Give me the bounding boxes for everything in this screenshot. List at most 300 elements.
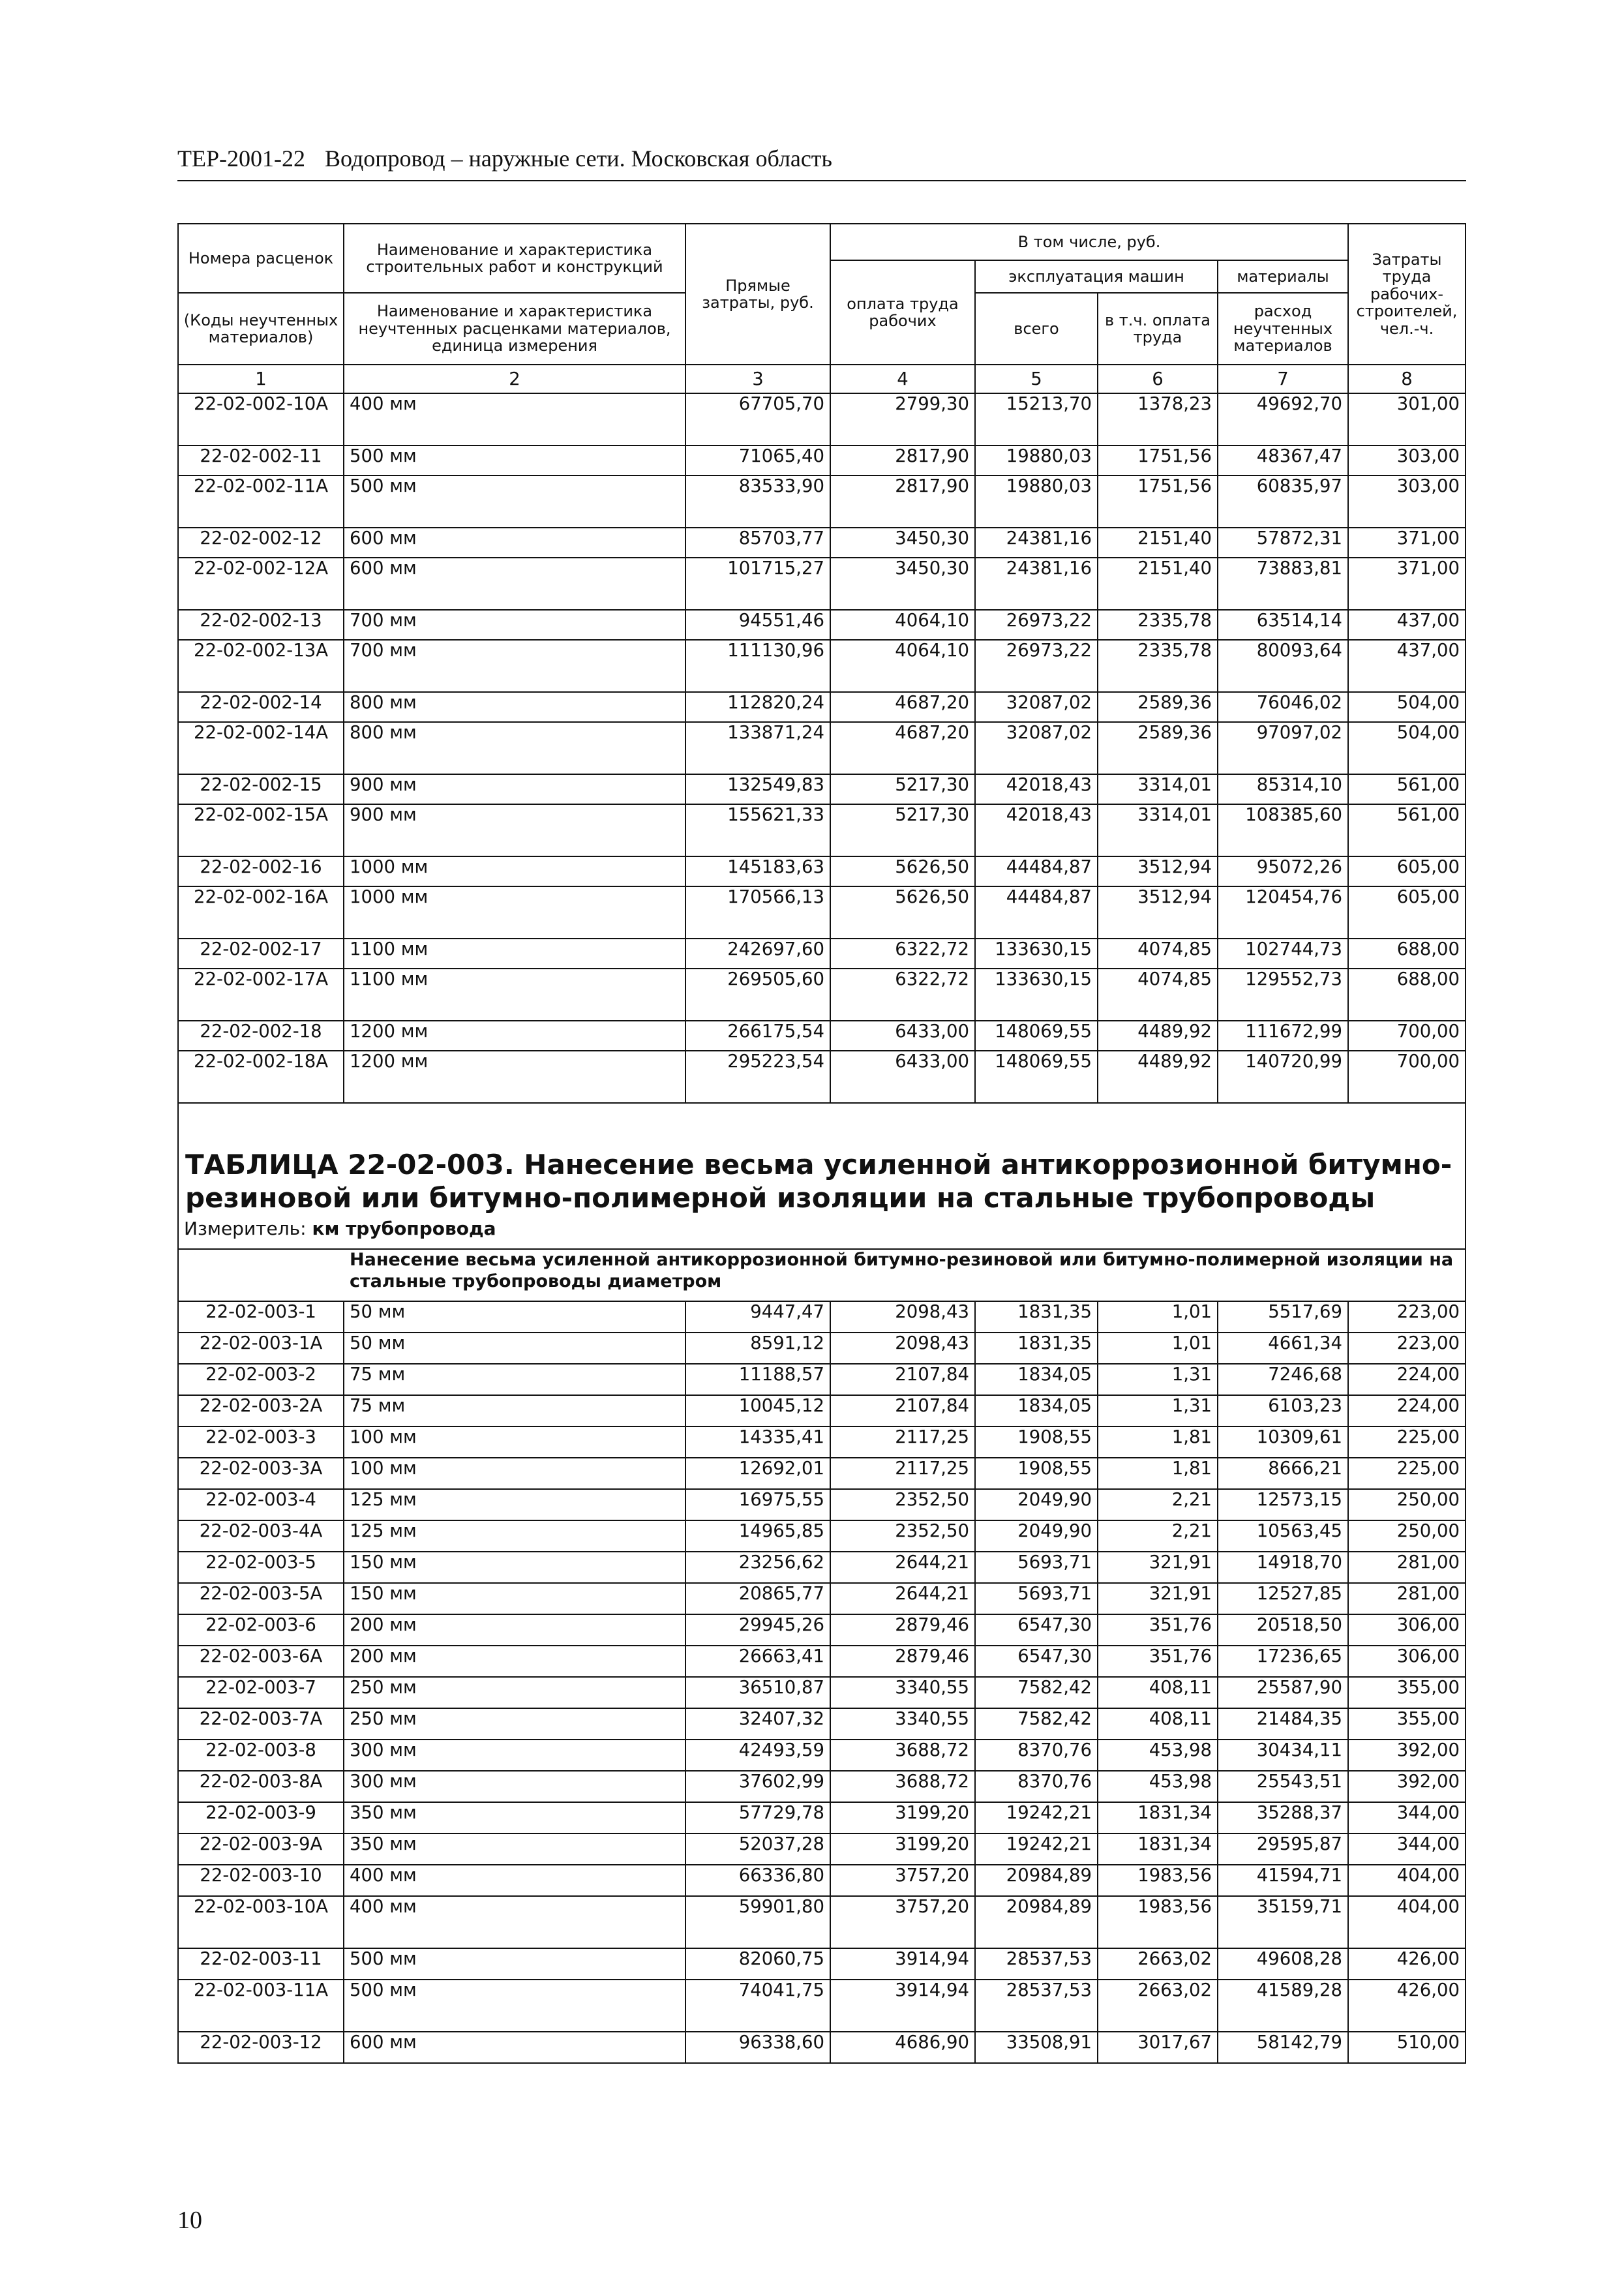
rate-code: 22-02-003-9	[178, 1802, 344, 1833]
item-name: 800 мм	[344, 722, 685, 774]
labor-hours: 392,00	[1348, 1771, 1466, 1802]
machines-total: 1908,55	[975, 1426, 1098, 1458]
machines-labor: 3314,01	[1098, 774, 1218, 804]
labor-hours: 224,00	[1348, 1364, 1466, 1395]
table-title: ТАБЛИЦА 22-02-003. Нанесение весьма усиленной антикоррозионной битумно-резиновой или битумно-полимерной изоляции на стальные трубопроводы	[178, 1136, 1466, 1218]
direct-costs: 32407,32	[685, 1708, 830, 1740]
direct-costs: 82060,75	[685, 1948, 830, 1980]
materials-cost: 30434,11	[1218, 1740, 1348, 1771]
machines-labor: 408,11	[1098, 1708, 1218, 1740]
item-name: 900 мм	[344, 804, 685, 856]
labor-hours: 223,00	[1348, 1333, 1466, 1364]
column-number: 3	[685, 365, 830, 393]
direct-costs: 111130,96	[685, 640, 830, 692]
item-name: 500 мм	[344, 1948, 685, 1980]
labor-hours: 504,00	[1348, 692, 1466, 722]
labor-pay: 2879,46	[830, 1614, 975, 1646]
direct-costs: 16975,55	[685, 1489, 830, 1520]
materials-cost: 41594,71	[1218, 1865, 1348, 1896]
page-number: 10	[177, 2207, 202, 2234]
rate-code: 22-02-003-6А	[178, 1646, 344, 1677]
table-row	[178, 1520, 1466, 1552]
labor-pay: 2107,84	[830, 1364, 975, 1395]
labor-hours: 301,00	[1348, 393, 1466, 445]
rate-code: 22-02-002-11А	[178, 475, 344, 528]
table-row	[178, 1740, 1466, 1771]
table-row	[178, 445, 1466, 475]
rate-code: 22-02-002-18	[178, 1021, 344, 1051]
header-col1-bottom: (Коды неучтенных материалов)	[178, 293, 344, 365]
header-group-including: В том числе, руб.	[830, 224, 1348, 260]
machines-total: 28537,53	[975, 1948, 1098, 1980]
table-row	[178, 1051, 1466, 1103]
item-name: 400 мм	[344, 393, 685, 445]
labor-pay: 4064,10	[830, 640, 975, 692]
machines-total: 44484,87	[975, 856, 1098, 886]
materials-cost: 25587,90	[1218, 1677, 1348, 1708]
machines-total: 6547,30	[975, 1646, 1098, 1677]
item-name: 100 мм	[344, 1458, 685, 1489]
materials-cost: 49608,28	[1218, 1948, 1348, 1980]
direct-costs: 52037,28	[685, 1833, 830, 1865]
direct-costs: 42493,59	[685, 1740, 830, 1771]
labor-pay: 4687,20	[830, 722, 975, 774]
rate-code: 22-02-003-1	[178, 1301, 344, 1333]
item-name: 50 мм	[344, 1333, 685, 1364]
direct-costs: 23256,62	[685, 1552, 830, 1583]
group-heading: Нанесение весьма усиленной антикоррозионной битумно-резиновой или битумно-полимерной изоляции на стальные трубопроводы диаметром	[178, 1249, 1466, 1301]
machines-total: 19242,21	[975, 1833, 1098, 1865]
labor-hours: 404,00	[1348, 1865, 1466, 1896]
labor-pay: 2107,84	[830, 1395, 975, 1426]
item-name: 300 мм	[344, 1771, 685, 1802]
machines-labor: 3512,94	[1098, 856, 1218, 886]
running-header	[177, 145, 852, 172]
machines-total: 7582,42	[975, 1677, 1098, 1708]
item-name: 150 мм	[344, 1583, 685, 1614]
labor-hours: 224,00	[1348, 1395, 1466, 1426]
table-row	[178, 1489, 1466, 1520]
machines-total: 26973,22	[975, 640, 1098, 692]
header-direct-costs: Прямые затраты, руб.	[685, 224, 830, 365]
direct-costs: 101715,27	[685, 558, 830, 610]
rate-code: 22-02-002-17А	[178, 969, 344, 1021]
materials-cost: 60835,97	[1218, 475, 1348, 528]
table-row	[178, 1583, 1466, 1614]
materials-cost: 20518,50	[1218, 1614, 1348, 1646]
machines-total: 6547,30	[975, 1614, 1098, 1646]
direct-costs: 8591,12	[685, 1333, 830, 1364]
header-group-machines: эксплуатация машин	[975, 260, 1218, 293]
machines-total: 20984,89	[975, 1865, 1098, 1896]
item-name: 700 мм	[344, 640, 685, 692]
machines-labor: 1,01	[1098, 1333, 1218, 1364]
materials-cost: 12527,85	[1218, 1583, 1348, 1614]
item-name: 800 мм	[344, 692, 685, 722]
item-name: 125 мм	[344, 1520, 685, 1552]
machines-total: 148069,55	[975, 1021, 1098, 1051]
header-col2-bottom: Наименование и характеристика неучтенных расценками материалов, единица измерения	[344, 293, 685, 365]
labor-hours: 303,00	[1348, 475, 1466, 528]
labor-hours: 688,00	[1348, 939, 1466, 969]
price-table	[177, 223, 1466, 2064]
rate-code: 22-02-002-17	[178, 939, 344, 969]
materials-cost: 29595,87	[1218, 1833, 1348, 1865]
labor-hours: 561,00	[1348, 804, 1466, 856]
table-row	[178, 774, 1466, 804]
labor-hours: 426,00	[1348, 1980, 1466, 2032]
labor-pay: 2644,21	[830, 1552, 975, 1583]
labor-hours: 605,00	[1348, 886, 1466, 939]
item-name: 350 мм	[344, 1833, 685, 1865]
table-row	[178, 1896, 1466, 1948]
item-name: 1100 мм	[344, 939, 685, 969]
materials-cost: 8666,21	[1218, 1458, 1348, 1489]
labor-hours: 426,00	[1348, 1948, 1466, 1980]
table-row	[178, 475, 1466, 528]
document-title: Водопровод – наружные сети. Московская область	[324, 145, 832, 172]
item-name: 900 мм	[344, 774, 685, 804]
table-row	[178, 1802, 1466, 1833]
machines-total: 8370,76	[975, 1740, 1098, 1771]
machines-labor: 1831,34	[1098, 1833, 1218, 1865]
item-name: 700 мм	[344, 610, 685, 640]
machines-labor: 4489,92	[1098, 1021, 1218, 1051]
machines-labor: 408,11	[1098, 1677, 1218, 1708]
direct-costs: 132549,83	[685, 774, 830, 804]
header-group-materials: материалы	[1218, 260, 1348, 293]
table-row	[178, 1833, 1466, 1865]
labor-pay: 6322,72	[830, 939, 975, 969]
item-name: 75 мм	[344, 1395, 685, 1426]
materials-cost: 85314,10	[1218, 774, 1348, 804]
rate-code: 22-02-003-9А	[178, 1833, 344, 1865]
table-row	[178, 939, 1466, 969]
machines-labor: 4489,92	[1098, 1051, 1218, 1103]
rate-code: 22-02-002-15А	[178, 804, 344, 856]
unit-label: Измеритель:	[184, 1218, 312, 1240]
machines-labor: 3017,67	[1098, 2032, 1218, 2063]
item-name: 500 мм	[344, 1980, 685, 2032]
rate-code: 22-02-003-1А	[178, 1333, 344, 1364]
machines-labor: 1751,56	[1098, 445, 1218, 475]
materials-cost: 63514,14	[1218, 610, 1348, 640]
labor-hours: 281,00	[1348, 1552, 1466, 1583]
labor-pay: 5626,50	[830, 856, 975, 886]
table-header	[178, 224, 1466, 393]
materials-cost: 25543,51	[1218, 1771, 1348, 1802]
machines-total: 32087,02	[975, 722, 1098, 774]
labor-pay: 6322,72	[830, 969, 975, 1021]
labor-hours: 250,00	[1348, 1520, 1466, 1552]
rate-code: 22-02-003-7	[178, 1677, 344, 1708]
labor-pay: 2879,46	[830, 1646, 975, 1677]
labor-pay: 3199,20	[830, 1802, 975, 1833]
column-number: 2	[344, 365, 685, 393]
unit-of-measure	[178, 1218, 1466, 1249]
item-name: 600 мм	[344, 558, 685, 610]
item-name: 200 мм	[344, 1646, 685, 1677]
item-name: 400 мм	[344, 1865, 685, 1896]
labor-pay: 3757,20	[830, 1896, 975, 1948]
item-name: 500 мм	[344, 475, 685, 528]
machines-total: 8370,76	[975, 1771, 1098, 1802]
machines-total: 5693,71	[975, 1583, 1098, 1614]
rate-code: 22-02-002-13А	[178, 640, 344, 692]
labor-pay: 2644,21	[830, 1583, 975, 1614]
table-row	[178, 1771, 1466, 1802]
rate-code: 22-02-002-12А	[178, 558, 344, 610]
table-row	[178, 1677, 1466, 1708]
direct-costs: 14965,85	[685, 1520, 830, 1552]
direct-costs: 155621,33	[685, 804, 830, 856]
direct-costs: 66336,80	[685, 1865, 830, 1896]
table-row	[178, 1426, 1466, 1458]
table-row	[178, 1301, 1466, 1333]
materials-cost: 10563,45	[1218, 1520, 1348, 1552]
labor-pay: 2117,25	[830, 1426, 975, 1458]
table-003-heading	[178, 1103, 1466, 1301]
machines-labor: 1,81	[1098, 1426, 1218, 1458]
rate-code: 22-02-003-7А	[178, 1708, 344, 1740]
machines-total: 42018,43	[975, 774, 1098, 804]
labor-pay: 3450,30	[830, 558, 975, 610]
direct-costs: 14335,41	[685, 1426, 830, 1458]
table-row	[178, 886, 1466, 939]
materials-cost: 129552,73	[1218, 969, 1348, 1021]
labor-hours: 225,00	[1348, 1426, 1466, 1458]
table-row	[178, 610, 1466, 640]
direct-costs: 83533,90	[685, 475, 830, 528]
table-row	[178, 640, 1466, 692]
labor-pay: 3914,94	[830, 1980, 975, 2032]
direct-costs: 37602,99	[685, 1771, 830, 1802]
header-rule	[177, 180, 1466, 181]
labor-pay: 2817,90	[830, 475, 975, 528]
machines-total: 28537,53	[975, 1980, 1098, 2032]
direct-costs: 85703,77	[685, 528, 830, 558]
direct-costs: 12692,01	[685, 1458, 830, 1489]
item-name: 1000 мм	[344, 856, 685, 886]
table-row	[178, 2032, 1466, 2063]
direct-costs: 57729,78	[685, 1802, 830, 1833]
materials-cost: 5517,69	[1218, 1301, 1348, 1333]
machines-labor: 321,91	[1098, 1552, 1218, 1583]
rate-code: 22-02-003-2А	[178, 1395, 344, 1426]
labor-hours: 700,00	[1348, 1051, 1466, 1103]
table-body-003	[178, 1301, 1466, 2063]
materials-cost: 41589,28	[1218, 1980, 1348, 2032]
labor-pay: 4686,90	[830, 2032, 975, 2063]
materials-cost: 97097,02	[1218, 722, 1348, 774]
item-name: 125 мм	[344, 1489, 685, 1520]
machines-labor: 2663,02	[1098, 1980, 1218, 2032]
direct-costs: 170566,13	[685, 886, 830, 939]
table-row	[178, 1948, 1466, 1980]
machines-labor: 2663,02	[1098, 1948, 1218, 1980]
machines-total: 7582,42	[975, 1708, 1098, 1740]
direct-costs: 20865,77	[685, 1583, 830, 1614]
direct-costs: 9447,47	[685, 1301, 830, 1333]
labor-pay: 5217,30	[830, 804, 975, 856]
machines-labor: 4074,85	[1098, 969, 1218, 1021]
labor-hours: 250,00	[1348, 1489, 1466, 1520]
item-name: 600 мм	[344, 528, 685, 558]
machines-total: 42018,43	[975, 804, 1098, 856]
direct-costs: 145183,63	[685, 856, 830, 886]
table-row	[178, 1364, 1466, 1395]
materials-cost: 35288,37	[1218, 1802, 1348, 1833]
materials-cost: 7246,68	[1218, 1364, 1348, 1395]
column-number: 4	[830, 365, 975, 393]
machines-total: 24381,16	[975, 528, 1098, 558]
rate-code: 22-02-003-8А	[178, 1771, 344, 1802]
rate-code: 22-02-002-14	[178, 692, 344, 722]
item-name: 600 мм	[344, 2032, 685, 2063]
rate-code: 22-02-002-12	[178, 528, 344, 558]
item-name: 1200 мм	[344, 1051, 685, 1103]
machines-labor: 4074,85	[1098, 939, 1218, 969]
direct-costs: 29945,26	[685, 1614, 830, 1646]
machines-total: 5693,71	[975, 1552, 1098, 1583]
rate-code: 22-02-003-10А	[178, 1896, 344, 1948]
labor-pay: 3199,20	[830, 1833, 975, 1865]
labor-hours: 225,00	[1348, 1458, 1466, 1489]
rate-code: 22-02-003-8	[178, 1740, 344, 1771]
machines-total: 1834,05	[975, 1395, 1098, 1426]
labor-hours: 344,00	[1348, 1833, 1466, 1865]
labor-hours: 371,00	[1348, 558, 1466, 610]
materials-cost: 95072,26	[1218, 856, 1348, 886]
machines-labor: 2589,36	[1098, 692, 1218, 722]
materials-cost: 120454,76	[1218, 886, 1348, 939]
labor-pay: 5217,30	[830, 774, 975, 804]
rate-code: 22-02-002-16	[178, 856, 344, 886]
materials-cost: 108385,60	[1218, 804, 1348, 856]
machines-labor: 1378,23	[1098, 393, 1218, 445]
table-row	[178, 804, 1466, 856]
labor-hours: 700,00	[1348, 1021, 1466, 1051]
labor-pay: 3688,72	[830, 1771, 975, 1802]
rate-code: 22-02-003-10	[178, 1865, 344, 1896]
rate-code: 22-02-003-5	[178, 1552, 344, 1583]
materials-cost: 57872,31	[1218, 528, 1348, 558]
document-code: ТЕР-2001-22	[177, 145, 305, 172]
machines-labor: 453,98	[1098, 1771, 1218, 1802]
machines-labor: 351,76	[1098, 1614, 1218, 1646]
labor-hours: 306,00	[1348, 1646, 1466, 1677]
rate-code: 22-02-003-3А	[178, 1458, 344, 1489]
labor-hours: 437,00	[1348, 640, 1466, 692]
machines-total: 1831,35	[975, 1301, 1098, 1333]
rate-code: 22-02-003-3	[178, 1426, 344, 1458]
labor-pay: 6433,00	[830, 1051, 975, 1103]
labor-hours: 306,00	[1348, 1614, 1466, 1646]
machines-total: 133630,15	[975, 939, 1098, 969]
machines-total: 1834,05	[975, 1364, 1098, 1395]
materials-cost: 111672,99	[1218, 1021, 1348, 1051]
machines-total: 32087,02	[975, 692, 1098, 722]
materials-cost: 76046,02	[1218, 692, 1348, 722]
rate-code: 22-02-002-14А	[178, 722, 344, 774]
rate-code: 22-02-003-4	[178, 1489, 344, 1520]
machines-labor: 2,21	[1098, 1520, 1218, 1552]
materials-cost: 6103,23	[1218, 1395, 1348, 1426]
labor-hours: 437,00	[1348, 610, 1466, 640]
rate-code: 22-02-003-12	[178, 2032, 344, 2063]
labor-pay: 6433,00	[830, 1021, 975, 1051]
rate-code: 22-02-003-11	[178, 1948, 344, 1980]
header-unaccounted-materials: расход неучтенных материалов	[1218, 293, 1348, 365]
direct-costs: 74041,75	[685, 1980, 830, 2032]
machines-labor: 321,91	[1098, 1583, 1218, 1614]
machines-total: 20984,89	[975, 1896, 1098, 1948]
labor-hours: 404,00	[1348, 1896, 1466, 1948]
table-row	[178, 1458, 1466, 1489]
direct-costs: 36510,87	[685, 1677, 830, 1708]
table-body-002	[178, 393, 1466, 1103]
direct-costs: 269505,60	[685, 969, 830, 1021]
labor-pay: 2799,30	[830, 393, 975, 445]
machines-labor: 1831,34	[1098, 1802, 1218, 1833]
direct-costs: 112820,24	[685, 692, 830, 722]
machines-labor: 2335,78	[1098, 640, 1218, 692]
labor-hours: 355,00	[1348, 1677, 1466, 1708]
materials-cost: 12573,15	[1218, 1489, 1348, 1520]
table-row	[178, 722, 1466, 774]
table-row	[178, 856, 1466, 886]
table-row	[178, 1021, 1466, 1051]
item-name: 1100 мм	[344, 969, 685, 1021]
column-number: 5	[975, 365, 1098, 393]
labor-hours: 371,00	[1348, 528, 1466, 558]
item-name: 100 мм	[344, 1426, 685, 1458]
direct-costs: 71065,40	[685, 445, 830, 475]
labor-pay: 4064,10	[830, 610, 975, 640]
item-name: 200 мм	[344, 1614, 685, 1646]
labor-hours: 223,00	[1348, 1301, 1466, 1333]
rate-code: 22-02-002-15	[178, 774, 344, 804]
machines-labor: 1,81	[1098, 1458, 1218, 1489]
materials-cost: 21484,35	[1218, 1708, 1348, 1740]
rate-code: 22-02-003-2	[178, 1364, 344, 1395]
header-machines-total: всего	[975, 293, 1098, 365]
machines-labor: 2335,78	[1098, 610, 1218, 640]
item-name: 300 мм	[344, 1740, 685, 1771]
machines-total: 2049,90	[975, 1520, 1098, 1552]
machines-total: 2049,90	[975, 1489, 1098, 1520]
table-row	[178, 1865, 1466, 1896]
item-name: 350 мм	[344, 1802, 685, 1833]
direct-costs: 242697,60	[685, 939, 830, 969]
rate-code: 22-02-002-18А	[178, 1051, 344, 1103]
labor-hours: 510,00	[1348, 2032, 1466, 2063]
machines-total: 148069,55	[975, 1051, 1098, 1103]
machines-labor: 1751,56	[1098, 475, 1218, 528]
direct-costs: 59901,80	[685, 1896, 830, 1948]
header-col1-top: Номера расценок	[178, 224, 344, 293]
machines-labor: 351,76	[1098, 1646, 1218, 1677]
spacer-row	[178, 1103, 1466, 1136]
machines-total: 1908,55	[975, 1458, 1098, 1489]
machines-labor: 453,98	[1098, 1740, 1218, 1771]
labor-pay: 2098,43	[830, 1301, 975, 1333]
item-name: 1000 мм	[344, 886, 685, 939]
table-row	[178, 528, 1466, 558]
machines-total: 19880,03	[975, 475, 1098, 528]
machines-total: 33508,91	[975, 2032, 1098, 2063]
labor-pay: 4687,20	[830, 692, 975, 722]
